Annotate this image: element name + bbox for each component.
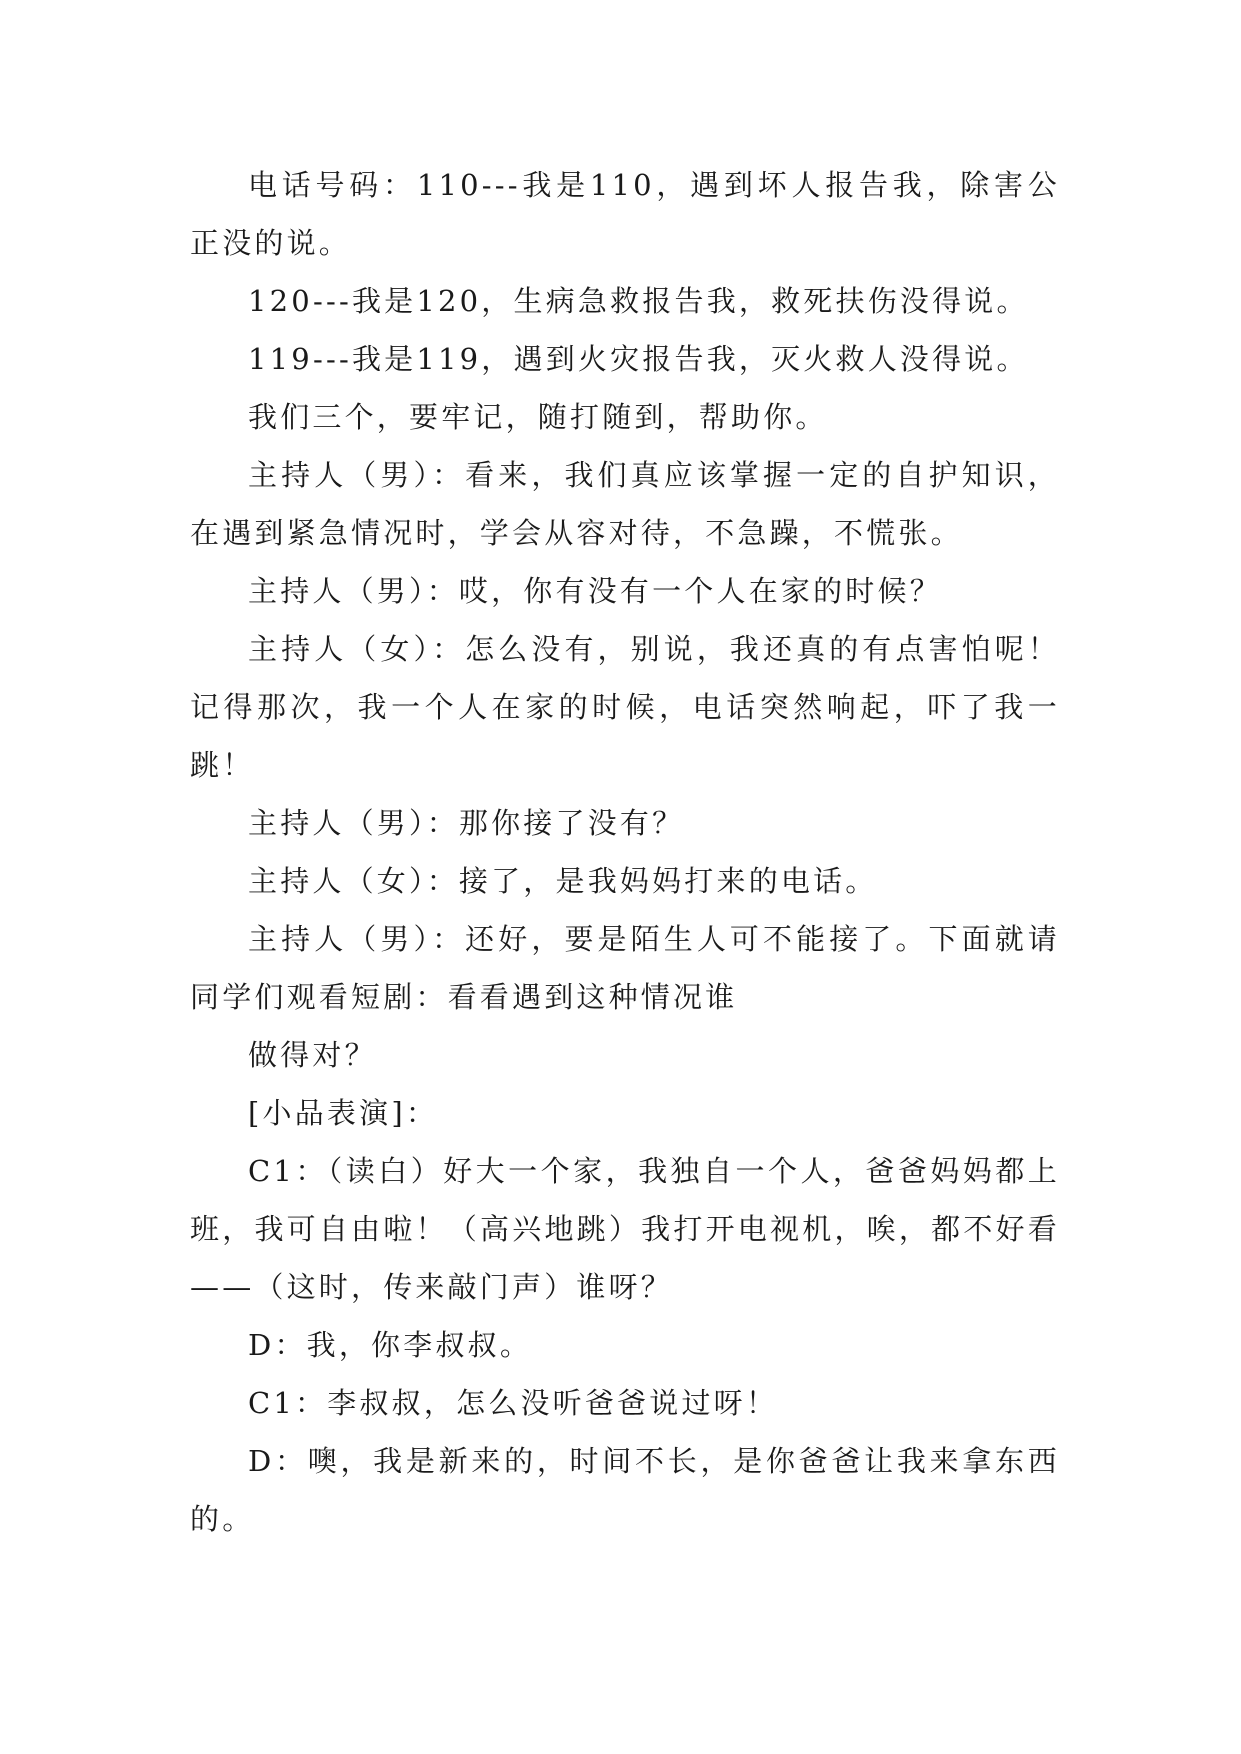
paragraph-c1-line-2: C1：李叔叔，怎么没听爸爸说过呀！ (248, 1386, 779, 1420)
paragraph-host-male-2: 主持人（男）：哎，你有没有一个人在家的时候？ (248, 574, 942, 608)
paragraph-emergency-119: 119---我是119，遇到火灾报告我，灭火救人没得说。 (248, 342, 1029, 376)
paragraph-skit-heading: [小品表演]： (248, 1096, 439, 1130)
paragraph-emergency-120: 120---我是120，生病急救报告我，救死扶伤没得说。 (248, 284, 1029, 318)
paragraph-d-line-1: D：我，你李叔叔。 (248, 1328, 533, 1362)
paragraph-d-line-2: D：噢，我是新来的，时间不长，是你爸爸让我来拿东西的。 (190, 1444, 1060, 1536)
paragraph-host-male-1: 主持人（男）：看来，我们真应该掌握一定的自护知识，在遇到紧急情况时，学会从容对待，不急躁，不慌张。 (190, 458, 1060, 550)
paragraph-host-male-3: 主持人（男）：那你接了没有？ (248, 806, 685, 840)
paragraph-host-female-1: 主持人（女）：怎么没有，别说，我还真的有点害怕呢！记得那次，我一个人在家的时候，电话突然响起，吓了我一跳！ (190, 632, 1060, 782)
paragraph-host-male-4: 主持人（男）：还好，要是陌生人可不能接了。下面就请同学们观看短剧：看看遇到这种情况谁 (190, 922, 1060, 1014)
paragraph-host-female-2: 主持人（女）：接了，是我妈妈打来的电话。 (248, 864, 878, 898)
paragraph-c1-monologue: C1：（读白）好大一个家，我独自一个人，爸爸妈妈都上班，我可自由啦！（高兴地跳）我打开电视机，唉，都不好看——（这时，传来敲门声）谁呀？ (190, 1154, 1060, 1304)
paragraph-who-is-right: 做得对？ (248, 1038, 377, 1072)
paragraph-remember-three: 我们三个，要牢记，随打随到，帮助你。 (248, 400, 828, 434)
document-page (190, 156, 1060, 1548)
paragraph-emergency-110: 电话号码：110---我是110，遇到坏人报告我，除害公正没的说。 (190, 168, 1060, 260)
